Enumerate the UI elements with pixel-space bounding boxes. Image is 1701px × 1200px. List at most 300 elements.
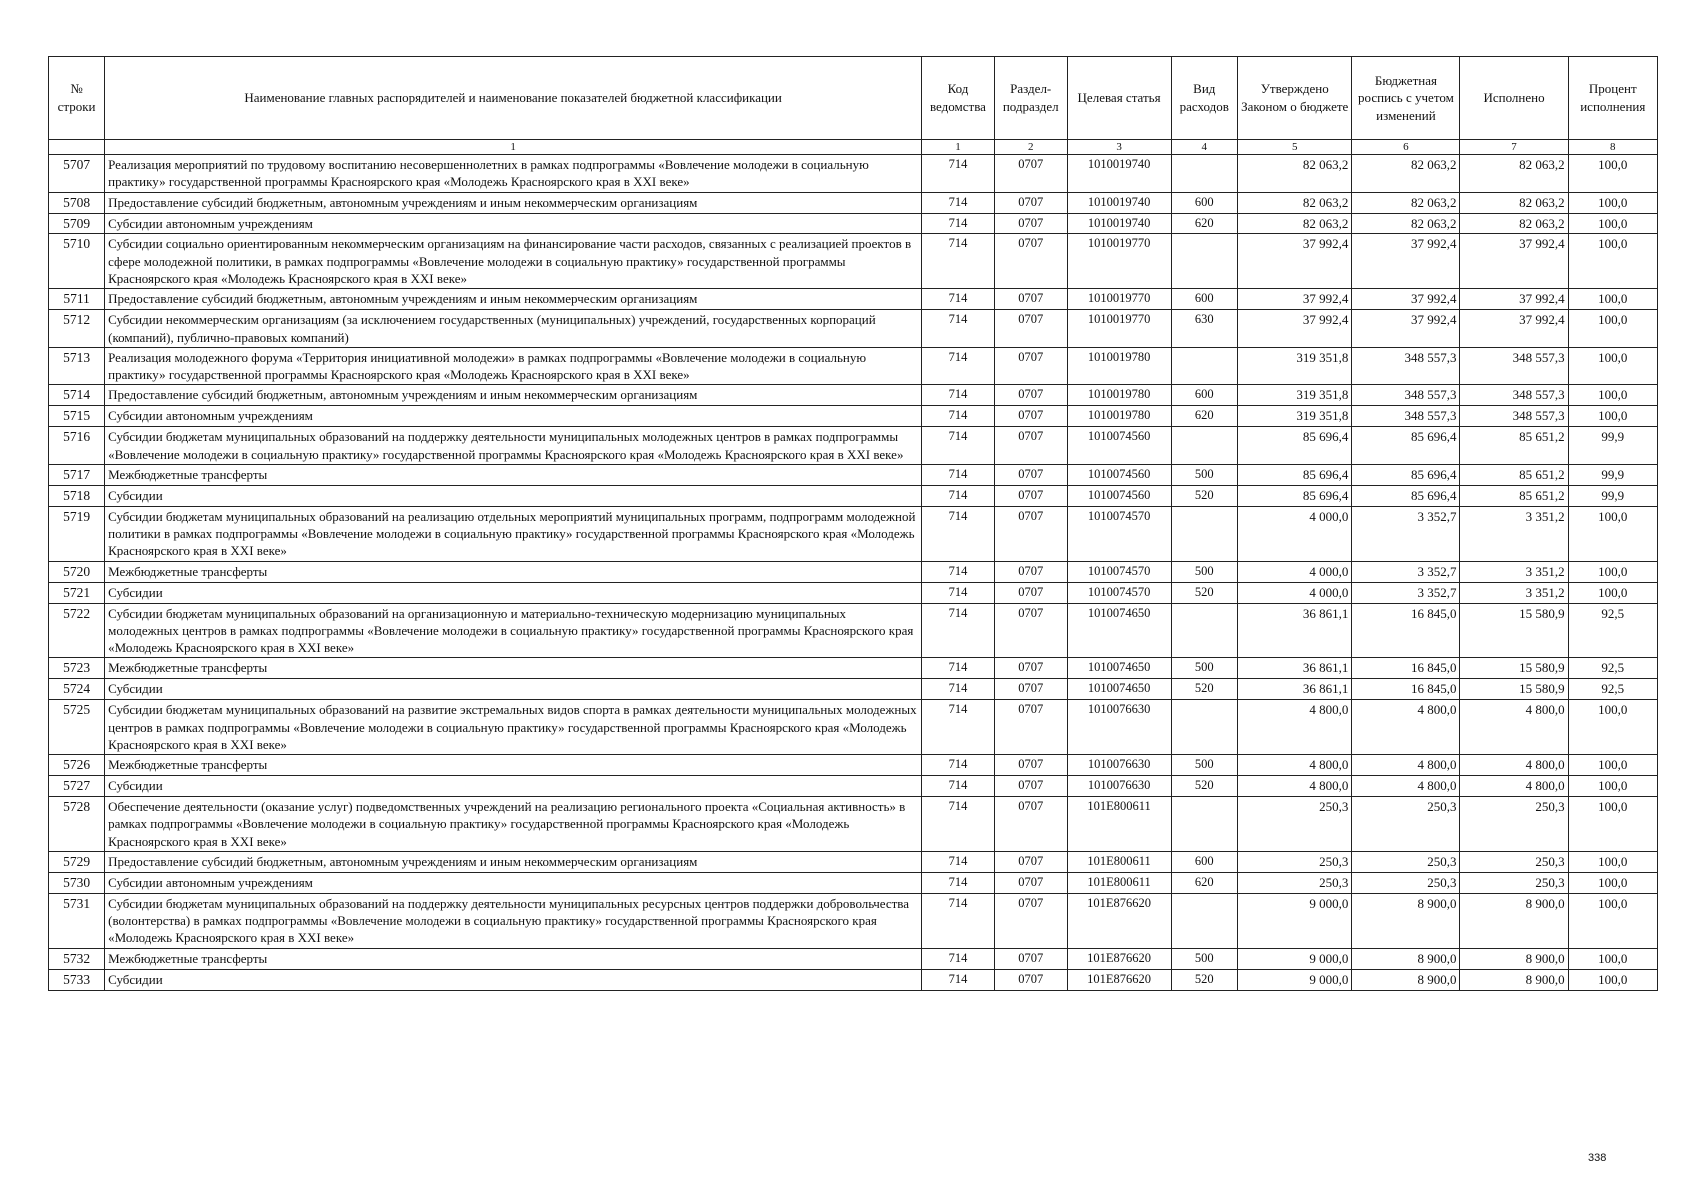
expense-type: 520 <box>1171 582 1238 603</box>
section-code: 0707 <box>994 485 1067 506</box>
executed-amount: 37 992,4 <box>1460 289 1568 310</box>
approved-amount: 82 063,2 <box>1238 213 1352 234</box>
row-number: 5720 <box>49 561 105 582</box>
row-name: Межбюджетные трансферты <box>105 755 922 776</box>
execution-percent: 100,0 <box>1568 347 1657 385</box>
dept-code: 714 <box>922 948 995 969</box>
execution-percent: 100,0 <box>1568 851 1657 872</box>
approved-amount: 36 861,1 <box>1238 603 1352 658</box>
table-row <box>49 406 1658 427</box>
table-row <box>49 582 1658 603</box>
approved-amount: 319 351,8 <box>1238 406 1352 427</box>
table-row <box>49 948 1658 969</box>
budget-amount: 250,3 <box>1352 851 1460 872</box>
budget-execution-table <box>48 56 1658 991</box>
approved-amount: 36 861,1 <box>1238 658 1352 679</box>
execution-percent: 100,0 <box>1568 385 1657 406</box>
row-number: 5727 <box>49 776 105 797</box>
execution-percent: 92,5 <box>1568 679 1657 700</box>
section-code: 0707 <box>994 310 1067 348</box>
column-number: 1 <box>922 140 995 155</box>
budget-amount: 3 352,7 <box>1352 506 1460 561</box>
section-code: 0707 <box>994 582 1067 603</box>
header-approved: Утверждено Законом о бюджете <box>1238 57 1352 140</box>
table-row <box>49 506 1658 561</box>
expense-type <box>1171 234 1238 289</box>
approved-amount: 9 000,0 <box>1238 948 1352 969</box>
table-header-row <box>49 57 1658 140</box>
row-name: Субсидии бюджетам муниципальных образований на реализацию отдельных мероприятий муниципальных программ, подпрограмм молодежной политики в рамках подпрограммы «Вовлечение молодежи в социальную практику» государственной программы Красноярского края «Молодежь Красноярского края в XXI веке» <box>105 506 922 561</box>
table-row <box>49 427 1658 465</box>
table-row <box>49 289 1658 310</box>
target-code: 1010074570 <box>1067 506 1171 561</box>
row-name: Предоставление субсидий бюджетным, автономным учреждениям и иным некоммерческим организациям <box>105 192 922 213</box>
approved-amount: 85 696,4 <box>1238 485 1352 506</box>
execution-percent: 92,5 <box>1568 603 1657 658</box>
budget-amount: 16 845,0 <box>1352 658 1460 679</box>
budget-amount: 85 696,4 <box>1352 427 1460 465</box>
expense-type: 620 <box>1171 872 1238 893</box>
section-code: 0707 <box>994 506 1067 561</box>
row-number: 5718 <box>49 485 105 506</box>
execution-percent: 100,0 <box>1568 700 1657 755</box>
approved-amount: 4 000,0 <box>1238 561 1352 582</box>
executed-amount: 250,3 <box>1460 872 1568 893</box>
executed-amount: 8 900,0 <box>1460 948 1568 969</box>
column-number: 6 <box>1352 140 1460 155</box>
column-number: 8 <box>1568 140 1657 155</box>
executed-amount: 4 800,0 <box>1460 755 1568 776</box>
dept-code: 714 <box>922 289 995 310</box>
header-section: Раздел-подраздел <box>994 57 1067 140</box>
dept-code: 714 <box>922 155 995 193</box>
approved-amount: 37 992,4 <box>1238 310 1352 348</box>
row-name: Субсидии некоммерческим организациям (за исключением государственных (муниципальных) учреждений, государственных корпораций (компаний), публично-правовых компаний) <box>105 310 922 348</box>
dept-code: 714 <box>922 872 995 893</box>
approved-amount: 4 800,0 <box>1238 776 1352 797</box>
header-row-no: № строки <box>49 57 105 140</box>
row-name: Субсидии социально ориентированным некоммерческим организациям на финансирование части расходов, связанных с реализацией проектов в сфере молодежной политики, в рамках подпрограммы «Вовлечение молодежи в социальную практику» государственной программы Красноярского края «Молодежь Красноярского края в XXI веке» <box>105 234 922 289</box>
budget-amount: 3 352,7 <box>1352 582 1460 603</box>
dept-code: 714 <box>922 506 995 561</box>
row-name: Обеспечение деятельности (оказание услуг) подведомственных учреждений на реализацию регионального проекта «Социальная активность» в рамках подпрограммы «Вовлечение молодежи в социальную практику» государственной программы Красноярского края «Молодежь Красноярского края в XXI веке» <box>105 797 922 852</box>
dept-code: 714 <box>922 679 995 700</box>
executed-amount: 15 580,9 <box>1460 679 1568 700</box>
budget-amount: 348 557,3 <box>1352 347 1460 385</box>
row-name: Предоставление субсидий бюджетным, автономным учреждениям и иным некоммерческим организациям <box>105 385 922 406</box>
approved-amount: 319 351,8 <box>1238 385 1352 406</box>
executed-amount: 82 063,2 <box>1460 192 1568 213</box>
approved-amount: 250,3 <box>1238 851 1352 872</box>
row-number: 5708 <box>49 192 105 213</box>
budget-amount: 37 992,4 <box>1352 289 1460 310</box>
expense-type: 600 <box>1171 385 1238 406</box>
dept-code: 714 <box>922 385 995 406</box>
section-code: 0707 <box>994 679 1067 700</box>
dept-code: 714 <box>922 464 995 485</box>
approved-amount: 4 000,0 <box>1238 582 1352 603</box>
table-row <box>49 347 1658 385</box>
section-code: 0707 <box>994 797 1067 852</box>
execution-percent: 100,0 <box>1568 234 1657 289</box>
section-code: 0707 <box>994 347 1067 385</box>
table-row <box>49 310 1658 348</box>
approved-amount: 4 800,0 <box>1238 755 1352 776</box>
table-row <box>49 893 1658 948</box>
dept-code: 714 <box>922 969 995 990</box>
expense-type <box>1171 347 1238 385</box>
row-number: 5719 <box>49 506 105 561</box>
expense-type: 520 <box>1171 679 1238 700</box>
target-code: 1010074650 <box>1067 679 1171 700</box>
table-row <box>49 213 1658 234</box>
row-name: Субсидии бюджетам муниципальных образований на организационную и материально-техническую модернизацию муниципальных молодежных центров в рамках подпрограммы «Вовлечение молодежи в социальную практику» государственной программы Красноярского края «Молодежь Красноярского края в XXI веке» <box>105 603 922 658</box>
dept-code: 714 <box>922 658 995 679</box>
column-number-row <box>49 140 1658 155</box>
row-name: Межбюджетные трансферты <box>105 464 922 485</box>
execution-percent: 100,0 <box>1568 893 1657 948</box>
dept-code: 714 <box>922 776 995 797</box>
executed-amount: 4 800,0 <box>1460 700 1568 755</box>
table-row <box>49 700 1658 755</box>
executed-amount: 37 992,4 <box>1460 234 1568 289</box>
dept-code: 714 <box>922 234 995 289</box>
dept-code: 714 <box>922 310 995 348</box>
page-number: 338 <box>1588 1152 1607 1164</box>
expense-type: 500 <box>1171 755 1238 776</box>
table-row <box>49 679 1658 700</box>
section-code: 0707 <box>994 603 1067 658</box>
target-code: 1010076630 <box>1067 700 1171 755</box>
target-code: 1010019780 <box>1067 347 1171 385</box>
table-row <box>49 658 1658 679</box>
dept-code: 714 <box>922 406 995 427</box>
section-code: 0707 <box>994 464 1067 485</box>
row-name: Субсидии <box>105 582 922 603</box>
expense-type: 520 <box>1171 776 1238 797</box>
expense-type: 500 <box>1171 948 1238 969</box>
budget-amount: 4 800,0 <box>1352 755 1460 776</box>
row-name: Субсидии бюджетам муниципальных образований на поддержку деятельности муниципальных ресурсных центров поддержки добровольчества (волонтерства) в рамках подпрограммы «Вовлечение молодежи в социальную практику» государственной программы Красноярского края «Молодежь Красноярского края в XXI веке» <box>105 893 922 948</box>
dept-code: 714 <box>922 893 995 948</box>
dept-code: 714 <box>922 347 995 385</box>
executed-amount: 85 651,2 <box>1460 427 1568 465</box>
executed-amount: 250,3 <box>1460 851 1568 872</box>
budget-amount: 8 900,0 <box>1352 969 1460 990</box>
target-code: 1010019740 <box>1067 192 1171 213</box>
budget-amount: 37 992,4 <box>1352 234 1460 289</box>
row-number: 5716 <box>49 427 105 465</box>
approved-amount: 85 696,4 <box>1238 427 1352 465</box>
expense-type <box>1171 797 1238 852</box>
target-code: 1010019780 <box>1067 385 1171 406</box>
row-name: Межбюджетные трансферты <box>105 658 922 679</box>
execution-percent: 100,0 <box>1568 155 1657 193</box>
expense-type: 600 <box>1171 851 1238 872</box>
executed-amount: 348 557,3 <box>1460 385 1568 406</box>
row-number: 5728 <box>49 797 105 852</box>
row-name: Субсидии автономным учреждениям <box>105 872 922 893</box>
target-code: 1010019770 <box>1067 234 1171 289</box>
section-code: 0707 <box>994 155 1067 193</box>
expense-type: 620 <box>1171 213 1238 234</box>
column-number: 2 <box>994 140 1067 155</box>
row-number: 5711 <box>49 289 105 310</box>
execution-percent: 99,9 <box>1568 485 1657 506</box>
row-number: 5707 <box>49 155 105 193</box>
expense-type: 500 <box>1171 464 1238 485</box>
execution-percent: 100,0 <box>1568 192 1657 213</box>
row-name: Межбюджетные трансферты <box>105 948 922 969</box>
column-number: 3 <box>1067 140 1171 155</box>
approved-amount: 37 992,4 <box>1238 234 1352 289</box>
executed-amount: 82 063,2 <box>1460 213 1568 234</box>
header-percent: Процент исполнения <box>1568 57 1657 140</box>
header-dept-code: Код ведомства <box>922 57 995 140</box>
execution-percent: 99,9 <box>1568 427 1657 465</box>
row-number: 5717 <box>49 464 105 485</box>
table-row <box>49 234 1658 289</box>
section-code: 0707 <box>994 213 1067 234</box>
execution-percent: 99,9 <box>1568 464 1657 485</box>
dept-code: 714 <box>922 485 995 506</box>
executed-amount: 250,3 <box>1460 797 1568 852</box>
budget-amount: 3 352,7 <box>1352 561 1460 582</box>
target-code: 1010019740 <box>1067 155 1171 193</box>
dept-code: 714 <box>922 603 995 658</box>
row-name: Субсидии автономным учреждениям <box>105 213 922 234</box>
execution-percent: 100,0 <box>1568 872 1657 893</box>
column-number: 5 <box>1238 140 1352 155</box>
target-code: 1010074650 <box>1067 603 1171 658</box>
execution-percent: 100,0 <box>1568 506 1657 561</box>
approved-amount: 9 000,0 <box>1238 893 1352 948</box>
section-code: 0707 <box>994 872 1067 893</box>
table-row <box>49 969 1658 990</box>
target-code: 1010074560 <box>1067 464 1171 485</box>
row-name: Межбюджетные трансферты <box>105 561 922 582</box>
budget-amount: 85 696,4 <box>1352 485 1460 506</box>
expense-type: 620 <box>1171 406 1238 427</box>
executed-amount: 85 651,2 <box>1460 485 1568 506</box>
expense-type <box>1171 506 1238 561</box>
target-code: 101E800611 <box>1067 851 1171 872</box>
row-name: Предоставление субсидий бюджетным, автономным учреждениям и иным некоммерческим организациям <box>105 851 922 872</box>
execution-percent: 100,0 <box>1568 948 1657 969</box>
row-number: 5724 <box>49 679 105 700</box>
executed-amount: 82 063,2 <box>1460 155 1568 193</box>
budget-amount: 8 900,0 <box>1352 893 1460 948</box>
row-number: 5729 <box>49 851 105 872</box>
expense-type: 600 <box>1171 289 1238 310</box>
expense-type <box>1171 893 1238 948</box>
target-code: 1010019770 <box>1067 289 1171 310</box>
section-code: 0707 <box>994 893 1067 948</box>
execution-percent: 100,0 <box>1568 969 1657 990</box>
target-code: 1010074570 <box>1067 582 1171 603</box>
budget-amount: 348 557,3 <box>1352 406 1460 427</box>
budget-amount: 250,3 <box>1352 797 1460 852</box>
target-code: 1010074560 <box>1067 485 1171 506</box>
target-code: 1010076630 <box>1067 755 1171 776</box>
row-name: Субсидии <box>105 969 922 990</box>
target-code: 1010074570 <box>1067 561 1171 582</box>
expense-type <box>1171 700 1238 755</box>
dept-code: 714 <box>922 192 995 213</box>
table-row <box>49 776 1658 797</box>
approved-amount: 250,3 <box>1238 797 1352 852</box>
section-code: 0707 <box>994 948 1067 969</box>
section-code: 0707 <box>994 406 1067 427</box>
target-code: 101E876620 <box>1067 948 1171 969</box>
column-number: 4 <box>1171 140 1238 155</box>
target-code: 101E876620 <box>1067 893 1171 948</box>
table-row <box>49 851 1658 872</box>
table-row <box>49 603 1658 658</box>
row-number: 5721 <box>49 582 105 603</box>
execution-percent: 100,0 <box>1568 406 1657 427</box>
table-body <box>49 155 1658 991</box>
approved-amount: 85 696,4 <box>1238 464 1352 485</box>
dept-code: 714 <box>922 851 995 872</box>
executed-amount: 348 557,3 <box>1460 347 1568 385</box>
table-row <box>49 755 1658 776</box>
row-number: 5712 <box>49 310 105 348</box>
executed-amount: 15 580,9 <box>1460 603 1568 658</box>
table-row <box>49 192 1658 213</box>
expense-type: 630 <box>1171 310 1238 348</box>
executed-amount: 4 800,0 <box>1460 776 1568 797</box>
section-code: 0707 <box>994 851 1067 872</box>
section-code: 0707 <box>994 385 1067 406</box>
executed-amount: 3 351,2 <box>1460 561 1568 582</box>
expense-type: 600 <box>1171 192 1238 213</box>
budget-amount: 348 557,3 <box>1352 385 1460 406</box>
approved-amount: 4 800,0 <box>1238 700 1352 755</box>
execution-percent: 100,0 <box>1568 755 1657 776</box>
dept-code: 714 <box>922 427 995 465</box>
execution-percent: 100,0 <box>1568 582 1657 603</box>
execution-percent: 100,0 <box>1568 561 1657 582</box>
row-number: 5730 <box>49 872 105 893</box>
executed-amount: 3 351,2 <box>1460 582 1568 603</box>
row-name: Субсидии <box>105 485 922 506</box>
approved-amount: 9 000,0 <box>1238 969 1352 990</box>
row-number: 5709 <box>49 213 105 234</box>
budget-amount: 82 063,2 <box>1352 213 1460 234</box>
section-code: 0707 <box>994 289 1067 310</box>
target-code: 1010074560 <box>1067 427 1171 465</box>
approved-amount: 250,3 <box>1238 872 1352 893</box>
row-number: 5722 <box>49 603 105 658</box>
budget-amount: 8 900,0 <box>1352 948 1460 969</box>
section-code: 0707 <box>994 969 1067 990</box>
header-budget: Бюджетная роспись с учетом изменений <box>1352 57 1460 140</box>
section-code: 0707 <box>994 427 1067 465</box>
execution-percent: 100,0 <box>1568 289 1657 310</box>
expense-type: 520 <box>1171 485 1238 506</box>
expense-type <box>1171 603 1238 658</box>
expense-type: 520 <box>1171 969 1238 990</box>
target-code: 1010019770 <box>1067 310 1171 348</box>
table-row <box>49 485 1658 506</box>
row-name: Предоставление субсидий бюджетным, автономным учреждениям и иным некоммерческим организациям <box>105 289 922 310</box>
section-code: 0707 <box>994 755 1067 776</box>
row-number: 5733 <box>49 969 105 990</box>
table-row <box>49 385 1658 406</box>
budget-amount: 82 063,2 <box>1352 155 1460 193</box>
table-row <box>49 464 1658 485</box>
expense-type: 500 <box>1171 561 1238 582</box>
dept-code: 714 <box>922 213 995 234</box>
table-row <box>49 872 1658 893</box>
header-name: Наименование главных распорядителей и наименование показателей бюджетной классификации <box>105 57 922 140</box>
execution-percent: 100,0 <box>1568 213 1657 234</box>
row-number: 5732 <box>49 948 105 969</box>
header-target: Целевая статья <box>1067 57 1171 140</box>
execution-percent: 92,5 <box>1568 658 1657 679</box>
budget-amount: 4 800,0 <box>1352 776 1460 797</box>
table-row <box>49 155 1658 193</box>
execution-percent: 100,0 <box>1568 310 1657 348</box>
section-code: 0707 <box>994 234 1067 289</box>
executed-amount: 15 580,9 <box>1460 658 1568 679</box>
header-exp-type: Вид расходов <box>1171 57 1238 140</box>
row-number: 5731 <box>49 893 105 948</box>
row-number: 5726 <box>49 755 105 776</box>
header-executed: Исполнено <box>1460 57 1568 140</box>
executed-amount: 348 557,3 <box>1460 406 1568 427</box>
expense-type <box>1171 427 1238 465</box>
target-code: 1010019740 <box>1067 213 1171 234</box>
section-code: 0707 <box>994 658 1067 679</box>
dept-code: 714 <box>922 582 995 603</box>
row-number: 5725 <box>49 700 105 755</box>
expense-type: 500 <box>1171 658 1238 679</box>
target-code: 101E800611 <box>1067 872 1171 893</box>
section-code: 0707 <box>994 192 1067 213</box>
budget-amount: 250,3 <box>1352 872 1460 893</box>
budget-amount: 4 800,0 <box>1352 700 1460 755</box>
approved-amount: 37 992,4 <box>1238 289 1352 310</box>
column-number: 7 <box>1460 140 1568 155</box>
approved-amount: 4 000,0 <box>1238 506 1352 561</box>
approved-amount: 82 063,2 <box>1238 192 1352 213</box>
target-code: 101E876620 <box>1067 969 1171 990</box>
approved-amount: 36 861,1 <box>1238 679 1352 700</box>
budget-amount: 16 845,0 <box>1352 603 1460 658</box>
row-name: Реализация мероприятий по трудовому воспитанию несовершеннолетних в рамках подпрограммы «Вовлечение молодежи в социальную практику» государственной программы Красноярского края «Молодежь Красноярского края в XXI веке» <box>105 155 922 193</box>
budget-amount: 16 845,0 <box>1352 679 1460 700</box>
approved-amount: 319 351,8 <box>1238 347 1352 385</box>
row-number: 5714 <box>49 385 105 406</box>
executed-amount: 8 900,0 <box>1460 969 1568 990</box>
target-code: 101E800611 <box>1067 797 1171 852</box>
dept-code: 714 <box>922 755 995 776</box>
budget-amount: 37 992,4 <box>1352 310 1460 348</box>
dept-code: 714 <box>922 700 995 755</box>
dept-code: 714 <box>922 561 995 582</box>
column-number: 1 <box>105 140 922 155</box>
budget-amount: 82 063,2 <box>1352 192 1460 213</box>
row-name: Субсидии автономным учреждениям <box>105 406 922 427</box>
execution-percent: 100,0 <box>1568 797 1657 852</box>
executed-amount: 37 992,4 <box>1460 310 1568 348</box>
section-code: 0707 <box>994 700 1067 755</box>
budget-amount: 85 696,4 <box>1352 464 1460 485</box>
row-number: 5715 <box>49 406 105 427</box>
row-name: Реализация молодежного форума «Территория инициативной молодежи» в рамках подпрограммы «Вовлечение молодежи в социальную практику» государственной программы Красноярского края «Молодежь Красноярского края в XXI веке» <box>105 347 922 385</box>
